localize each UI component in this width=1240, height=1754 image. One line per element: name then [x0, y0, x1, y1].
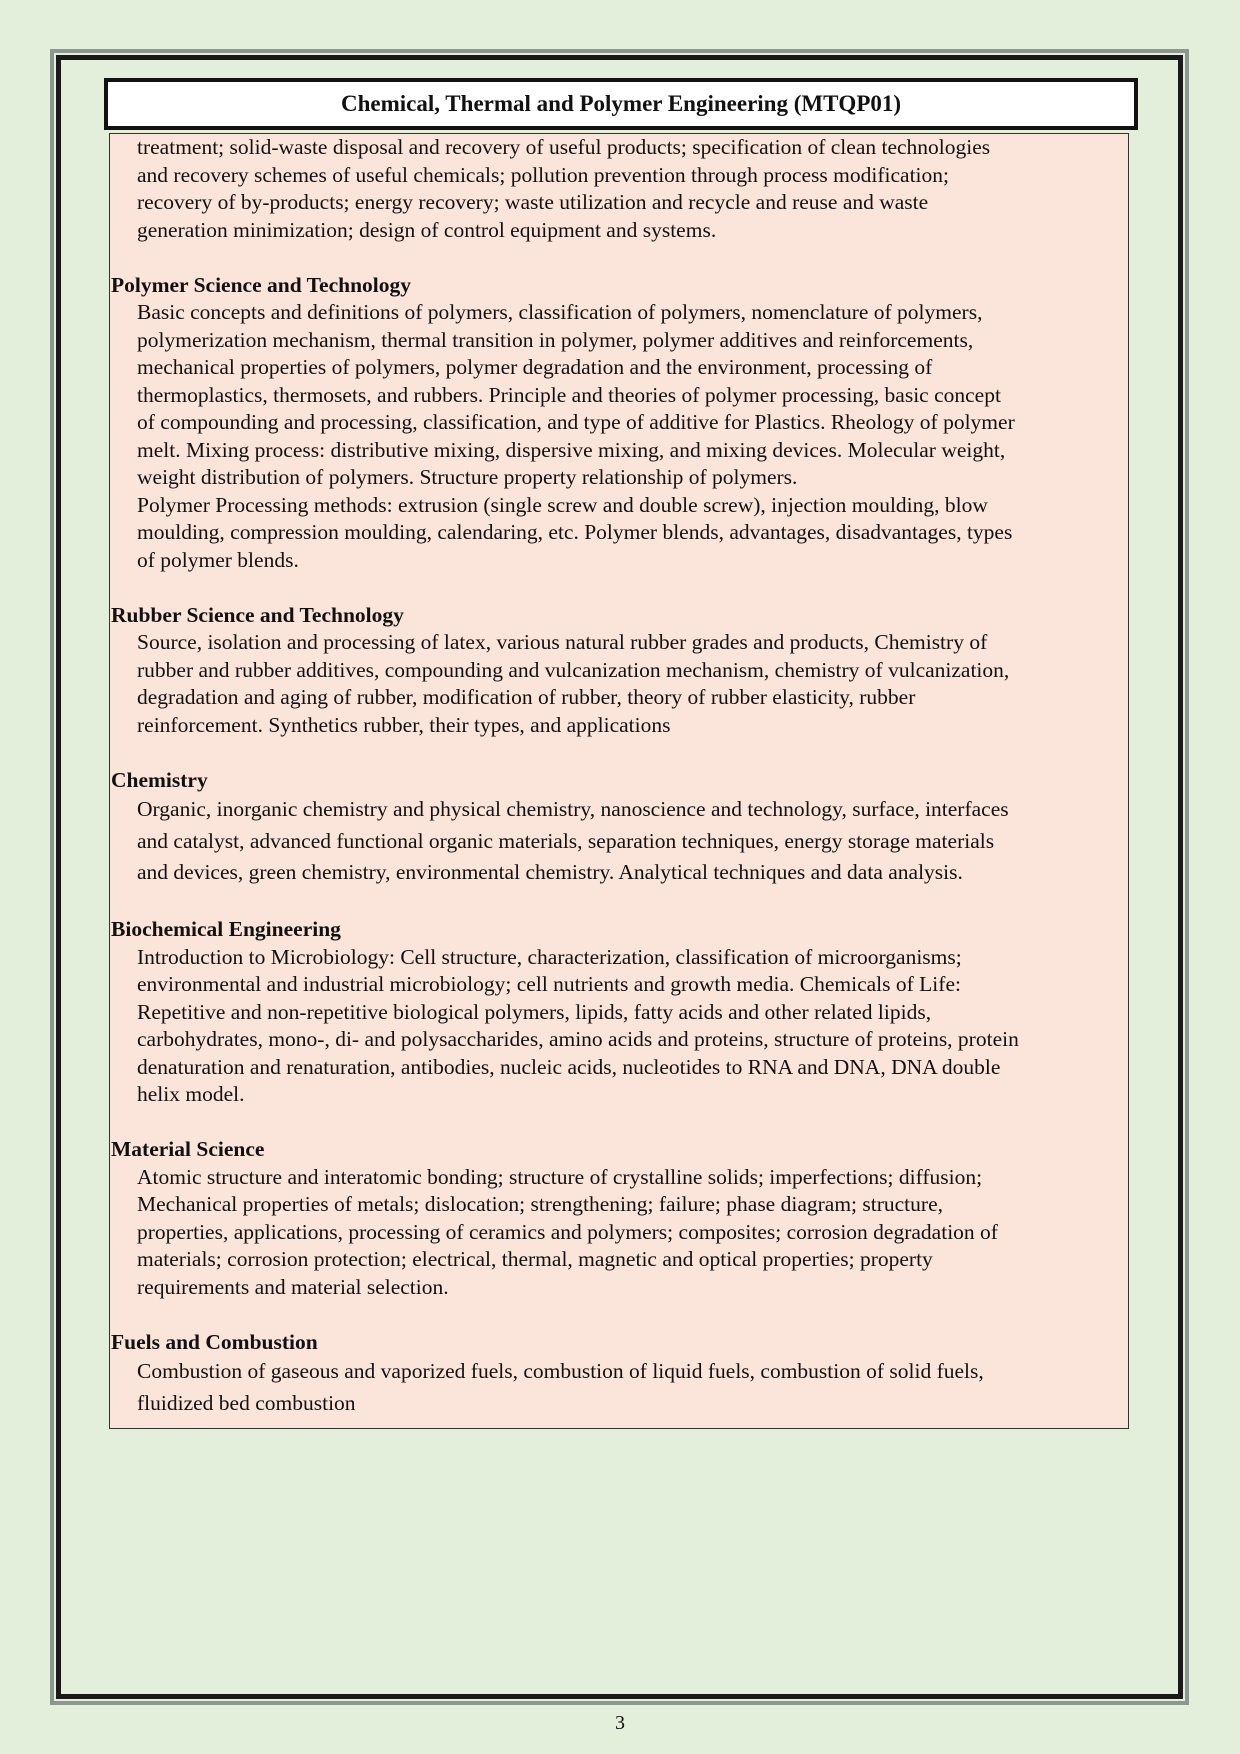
intro-body: [110, 134, 1128, 244]
section-body-chemistry: [110, 794, 1128, 889]
section-body-fuels: [110, 1356, 1128, 1419]
section-polymer: [110, 272, 1128, 575]
body-line: properties, applications, processing of ceramics and polymers; composites; corrosion degradation of: [137, 1219, 998, 1244]
intro-line: recovery of by-products; energy recovery; waste utilization and recycle and reuse and waste: [137, 190, 929, 214]
body-line: weight distribution of polymers. Structure property relationship of polymers.: [137, 465, 798, 489]
page-title: Chemical, Thermal and Polymer Engineering (MTQP01): [340, 91, 902, 116]
body-line: thermoplastics, thermosets, and rubbers. Principle and theories of polymer processing, basic concept: [137, 382, 1001, 407]
section-heading-rubber: Rubber Science and Technology: [111, 602, 404, 627]
section-heading-material: Material Science: [111, 1137, 265, 1161]
section-heading-polymer: Polymer Science and Technology: [111, 272, 412, 297]
section-fuels: [110, 1329, 1128, 1420]
body-line: and catalyst, advanced functional organic materials, separation techniques, energy storage materials: [137, 828, 995, 853]
body-line: mechanical properties of polymers, polymer degradation and the environment, processing of: [137, 355, 933, 379]
body-line: moulding, compression moulding, calendaring, etc. Polymer blends, advantages, disadvantages, types: [137, 520, 1013, 544]
body-line: requirements and material selection.: [137, 1274, 449, 1299]
page-title-box: [104, 78, 1138, 130]
section-heading-fuels: Fuels and Combustion: [111, 1329, 318, 1354]
body-line: materials; corrosion protection; electrical, thermal, magnetic and optical properties; property: [137, 1247, 933, 1271]
section-body-material: [110, 1164, 1128, 1302]
intro-line: treatment; solid-waste disposal and recovery of useful products; specification of clean technologies: [137, 135, 991, 159]
body-line: degradation and aging of rubber, modification of rubber, theory of rubber elasticity, rubber: [137, 685, 916, 709]
section-body-rubber: [110, 629, 1128, 739]
body-line: of compounding and processing, classification, and type of additive for Plastics. Rheology of polymer: [137, 410, 1015, 434]
body-line: helix model.: [137, 1082, 245, 1106]
body-line: melt. Mixing process: distributive mixing, dispersive mixing, and mixing devices. Molecular weight,: [137, 437, 1006, 462]
body-line: of polymer blends.: [137, 547, 299, 572]
body-line: Basic concepts and definitions of polymers, classification of polymers, nomenclature of polymers,: [137, 300, 983, 324]
syllabus-content: [109, 133, 1129, 1429]
intro-line: generation minimization; design of control equipment and systems.: [137, 217, 717, 242]
body-line: Repetitive and non-repetitive biological polymers, lipids, fatty acids and other related lipids,: [137, 999, 932, 1024]
body-line: Source, isolation and processing of latex, various natural rubber grades and products, Chemistry of: [137, 630, 988, 654]
section-biochemical: [110, 916, 1128, 1109]
section-heading-chemistry: Chemistry: [111, 767, 208, 792]
body-line: carbohydrates, mono-, di- and polysaccharides, amino acids and proteins, structure of proteins, protein: [137, 1027, 1019, 1051]
body-line: Introduction to Microbiology: Cell structure, characterization, classification of microorganisms;: [137, 944, 962, 969]
page-number: 3: [615, 1712, 625, 1734]
body-line: polymerization mechanism, thermal transition in polymer, polymer additives and reinforcements,: [137, 327, 974, 352]
body-line: Mechanical properties of metals; dislocation; strengthening; failure; phase diagram; structure,: [137, 1192, 943, 1216]
body-line: reinforcement. Synthetics rubber, their types, and applications: [137, 712, 671, 737]
section-body-polymer: [110, 299, 1128, 574]
section-material: [110, 1136, 1128, 1301]
body-line: denaturation and renaturation, antibodies, nucleic acids, nucleotides to RNA and DNA, DNA double: [137, 1054, 1001, 1079]
section-chemistry: [110, 767, 1128, 889]
section-rubber: [110, 602, 1128, 740]
body-line: environmental and industrial microbiology; cell nutrients and growth media. Chemicals of Life:: [137, 972, 961, 996]
body-line: rubber and rubber additives, compounding and vulcanization mechanism, chemistry of vulcanization,: [137, 657, 1010, 682]
intro-section: [110, 134, 1128, 244]
body-line: Polymer Processing methods: extrusion (single screw and double screw), injection moulding, blow: [137, 492, 988, 517]
body-line: and devices, green chemistry, environmental chemistry. Analytical techniques and data analysis.: [137, 860, 963, 884]
body-line: Atomic structure and interatomic bonding; structure of crystalline solids; imperfections; diffusion;: [137, 1164, 983, 1189]
body-line: fluidized bed combustion: [137, 1390, 356, 1415]
intro-line: and recovery schemes of useful chemicals; pollution prevention through process modification;: [137, 162, 949, 187]
body-line: Organic, inorganic chemistry and physical chemistry, nanoscience and technology, surface, interfaces: [137, 797, 1009, 821]
section-body-biochemical: [110, 944, 1128, 1109]
body-line: Combustion of gaseous and vaporized fuels, combustion of liquid fuels, combustion of solid fuels,: [137, 1359, 984, 1383]
section-heading-biochemical: Biochemical Engineering: [111, 917, 341, 941]
